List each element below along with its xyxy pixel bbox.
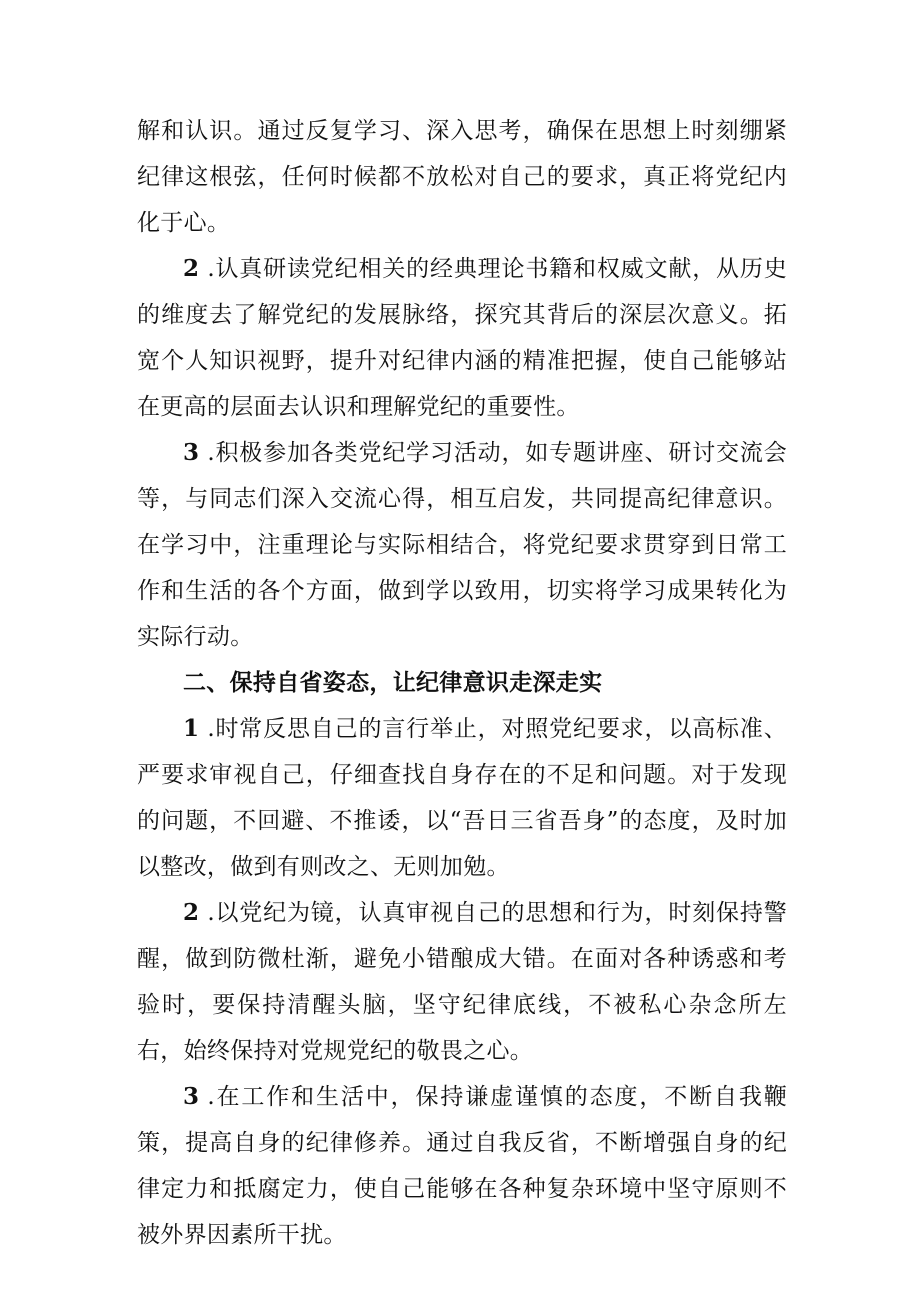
paragraph-item-1 <box>137 706 787 890</box>
item-number: 1 <box>183 715 200 742</box>
paragraph-text: .在工作和生活中，保持谦虚谨慎的态度，不断自我鞭策，提高自身的纪律修养。通过自我反省，不断增强自身的纪律定力和抵腐定力，使自己能够在各种复杂环境中坚守原则不被外界因素所干扰。 <box>137 1084 787 1248</box>
item-number: 2 <box>183 255 200 282</box>
paragraph-text: .认真研读党纪相关的经典理论书籍和权威文献，从历史的维度去了解党纪的发展脉络，探究其背后的深层次意义。拓宽个人知识视野，提升对纪律内涵的精准把握，使自己能够站在更高的层面去认识和理解党纪的重要性。 <box>137 256 787 420</box>
item-number: 2 <box>183 899 200 926</box>
paragraph-text: 解和认识。通过反复学习、深入思考，确保在思想上时刻绷紧纪律这根弦，任何时候都不放松对自己的要求，真正将党纪内化于心。 <box>137 118 787 236</box>
paragraph-text: .时常反思自己的言行举止，对照党纪要求，以高标准、严要求审视自己，仔细查找自身存在的不足和问题。对于发现的问题，不回避、不推诿，以“吾日三省吾身”的态度，及时加以整改，做到有则改之、无则加勉。 <box>137 716 787 880</box>
paragraph-item-2 <box>137 246 787 430</box>
item-number: 3 <box>183 1083 200 1110</box>
item-number: 3 <box>183 439 200 466</box>
paragraph-item-3 <box>137 430 787 660</box>
paragraph-item-2 <box>137 890 787 1074</box>
document-body <box>137 108 787 1258</box>
paragraph-text: .以党纪为镜，认真审视自己的思想和行为，时刻保持警醒，做到防微杜渐，避免小错酿成大错。在面对各种诱惑和考验时，要保持清醒头脑，坚守纪律底线，不被私心杂念所左右，始终保持对党规党纪的敬畏之心。 <box>137 900 787 1064</box>
paragraph-continuation <box>137 108 787 246</box>
section-heading: 二、保持自省姿态，让纪律意识走深走实 <box>183 670 603 696</box>
paragraph-item-3 <box>137 1074 787 1258</box>
paragraph-text: .积极参加各类党纪学习活动，如专题讲座、研讨交流会等，与同志们深入交流心得，相互启发，共同提高纪律意识。在学习中，注重理论与实际相结合，将党纪要求贯穿到日常工作和生活的各个方面，做到学以致用，切实将学习成果转化为实际行动。 <box>137 440 787 650</box>
